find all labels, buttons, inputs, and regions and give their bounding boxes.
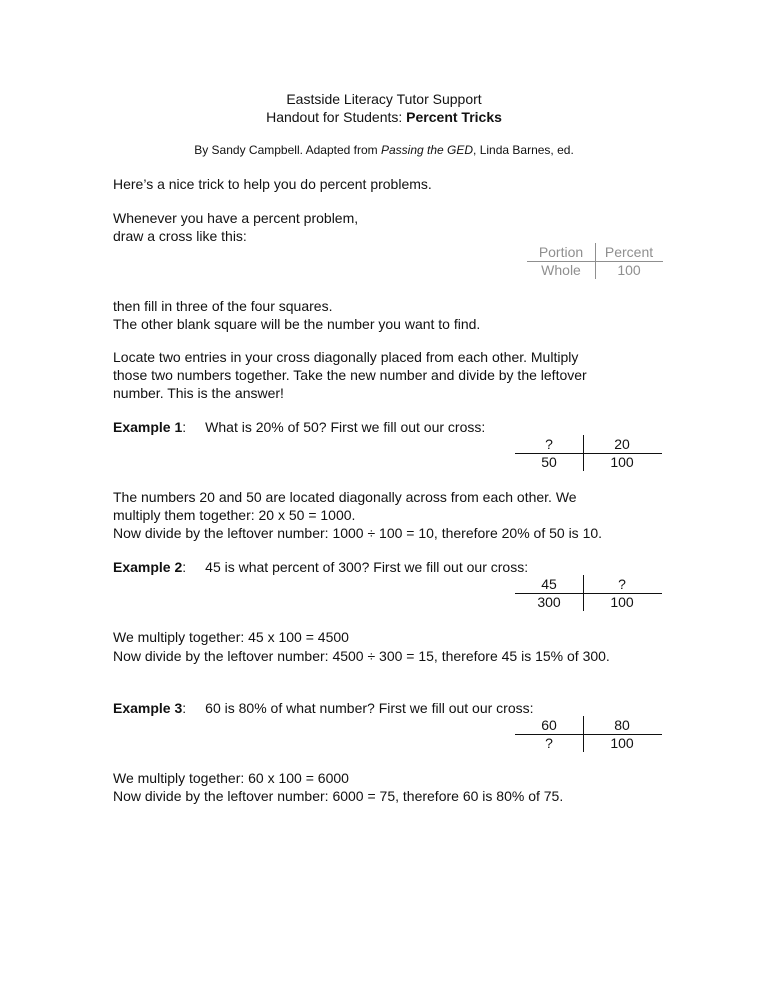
subtitle-topic: Percent Tricks	[406, 109, 502, 125]
example-1-line-1: The numbers 20 and 50 are located diagonally across from each other. We	[113, 489, 577, 505]
byline-suffix: , Linda Barnes, ed.	[473, 143, 574, 157]
example-3-line-1: We multiply together: 60 x 100 = 6000	[113, 770, 349, 786]
example-3-cross-vertical-line	[583, 716, 584, 752]
example-2-cross-horizontal-line	[515, 593, 662, 594]
example-3-cross-top-right: 80	[614, 717, 630, 733]
example-3-label: Example 3	[113, 700, 183, 716]
intro-paragraph-1: Here’s a nice trick to help you do percent problems.	[113, 176, 432, 192]
example-3-cross-horizontal-line	[515, 734, 662, 735]
template-cross	[527, 243, 663, 279]
example-2-cross	[515, 575, 662, 611]
template-cross-100: 100	[617, 262, 641, 278]
example-1-cross-bottom-left: 50	[541, 454, 557, 470]
byline-book-title: Passing the GED	[381, 143, 474, 157]
example-1-colon: :	[182, 419, 187, 435]
intro-paragraph-3-line-1: then fill in three of the four squares.	[113, 298, 333, 314]
template-cross-percent: Percent	[604, 244, 654, 260]
template-cross-portion: Portion	[538, 244, 584, 260]
intro-paragraph-4-line-2: those two numbers together. Take the new number and divide by the leftover	[113, 367, 587, 383]
example-1-heading	[113, 418, 485, 436]
example-2-cross-top-right: ?	[618, 576, 626, 592]
example-3-cross-top-left: 60	[541, 717, 557, 733]
example-1-cross-vertical-line	[583, 435, 584, 471]
intro-paragraph-4-line-3: number. This is the answer!	[113, 385, 284, 401]
example-2-label: Example 2	[113, 559, 183, 575]
example-1-line-3: Now divide by the leftover number: 1000 ÷ 100 = 10, therefore 20% of 50 is 10.	[113, 525, 603, 541]
example-3-cross-bottom-left: ?	[545, 735, 553, 751]
example-2-colon: :	[182, 559, 187, 575]
example-3-line-2: Now divide by the leftover number: 6000 = 75, therefore 60 is 80% of 75.	[113, 788, 564, 804]
byline-prefix: By Sandy Campbell. Adapted from	[194, 143, 381, 157]
template-cross-vertical-line	[595, 243, 596, 279]
example-1-cross	[515, 435, 662, 471]
example-2-cross-bottom-left: 300	[537, 594, 561, 610]
example-1-cross-bottom-right: 100	[610, 454, 634, 470]
example-3-colon: :	[182, 700, 187, 716]
example-2-cross-bottom-right: 100	[610, 594, 634, 610]
example-1-cross-top-right: 20	[614, 436, 630, 452]
example-2-line-1: We multiply together: 45 x 100 = 4500	[113, 629, 349, 645]
example-3-heading	[113, 699, 534, 717]
example-1-label: Example 1	[113, 419, 183, 435]
intro-paragraph-3-line-2: The other blank square will be the number you want to find.	[113, 316, 481, 332]
example-1-line-2: multiply them together: 20 x 50 = 1000.	[113, 507, 356, 523]
example-2-line-2: Now divide by the leftover number: 4500 ÷ 300 = 15, therefore 45 is 15% of 300.	[113, 648, 610, 664]
example-1-cross-horizontal-line	[515, 453, 662, 454]
intro-paragraph-2-line-2: draw a cross like this:	[113, 228, 247, 244]
document-org-title: Eastside Literacy Tutor Support	[286, 91, 482, 107]
example-1-cross-top-left: ?	[545, 436, 553, 452]
byline	[0, 142, 768, 158]
example-2-cross-top-left: 45	[541, 576, 557, 592]
example-2-heading	[113, 558, 528, 576]
intro-paragraph-4-line-1: Locate two entries in your cross diagonally placed from each other. Multiply	[113, 349, 579, 365]
example-3-cross	[515, 716, 662, 752]
document-subtitle	[0, 108, 768, 126]
intro-paragraph-2-line-1: Whenever you have a percent problem,	[113, 210, 359, 226]
example-2-question: 45 is what percent of 300? First we fill out our cross:	[205, 559, 529, 575]
example-1-question: What is 20% of 50? First we fill out our cross:	[205, 419, 486, 435]
example-3-cross-bottom-right: 100	[610, 735, 634, 751]
template-cross-whole: Whole	[541, 262, 581, 278]
example-3-question: 60 is 80% of what number? First we fill out our cross:	[205, 700, 534, 716]
subtitle-prefix: Handout for Students:	[266, 109, 407, 125]
example-2-cross-vertical-line	[583, 575, 584, 611]
